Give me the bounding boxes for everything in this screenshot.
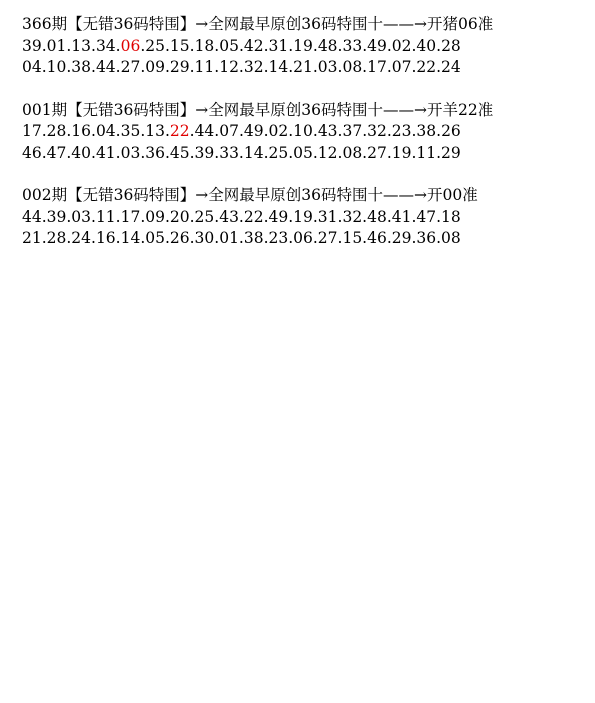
period-header: 002期【无错36码特围】→全网最早原创36码特围十——→开00准 [22, 186, 478, 204]
number-row [22, 121, 587, 143]
winning-number: 06 [120, 36, 141, 55]
number-row [22, 36, 587, 58]
number-sequence: 39.01.13.34. [22, 36, 121, 55]
number-sequence: 17.28.16.04.35.13. [22, 122, 170, 140]
winning-number: 22 [169, 122, 190, 140]
number-row: 21.28.24.16.14.05.26.30.01.38.23.06.27.15.46.29.36.08 [22, 229, 461, 247]
period-header: 366期【无错36码特围】→全网最早原创36码特围十——→开猪06准 [22, 15, 494, 33]
period-block-002 [22, 185, 587, 250]
number-row: 46.47.40.41.03.36.45.39.33.14.25.05.12.08.27.19.11.29 [22, 143, 461, 162]
period-block-001 [22, 100, 587, 165]
number-sequence: .25.15.18.05.42.31.19.48.33.49.02.40.28 [140, 36, 461, 55]
period-block-366 [22, 14, 587, 79]
number-sequence: .44.07.49.02.10.43.37.32.23.38.26 [189, 122, 461, 140]
number-row: 04.10.38.44.27.09.29.11.12.32.14.21.03.08.17.07.22.24 [22, 58, 461, 76]
number-row: 44.39.03.11.17.09.20.25.43.22.49.19.31.32.48.41.47.18 [22, 207, 461, 226]
period-header: 001期【无错36码特围】→全网最早原创36码特围十——→开羊22准 [22, 100, 494, 119]
prediction-document [22, 14, 587, 271]
